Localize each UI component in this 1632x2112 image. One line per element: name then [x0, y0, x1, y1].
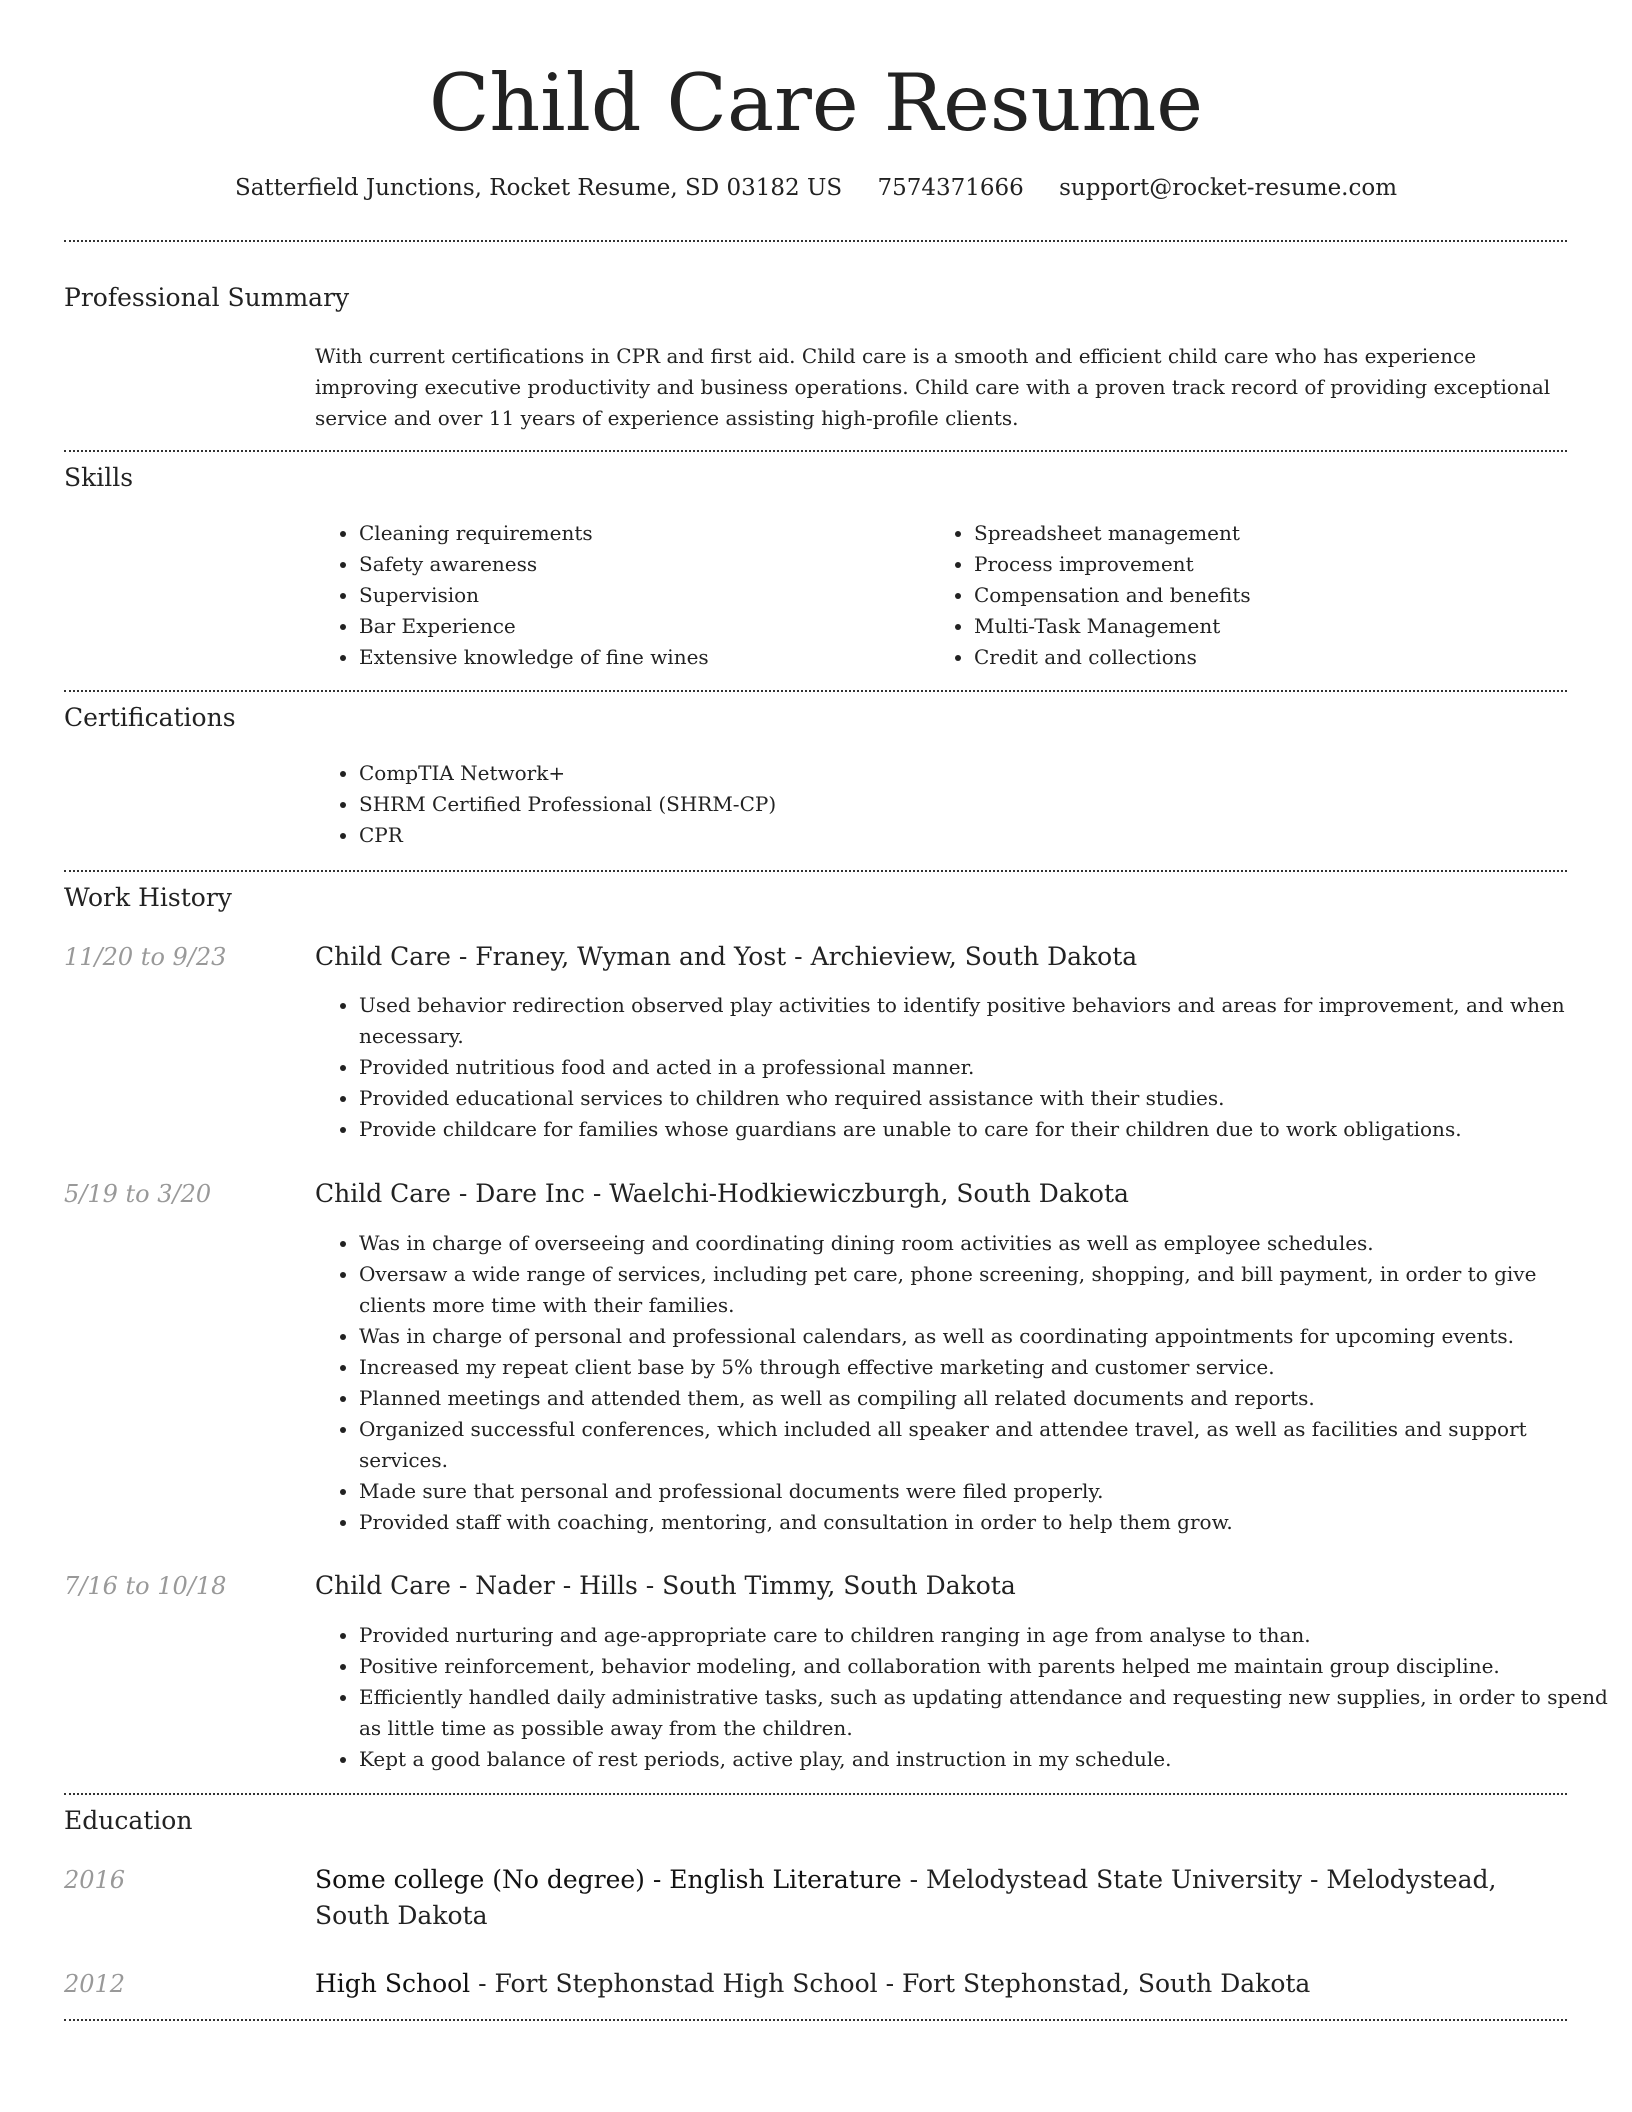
education-heading: Education [64, 1806, 193, 1835]
job-bullet: • Was in charge of overseeing and coordinating dining room activities as well as employee schedules. [359, 1228, 1609, 1259]
divider [64, 450, 1567, 452]
job-bullet: • Positive reinforcement, behavior modeling, and collaboration with parents helped me maintain group discipline. [359, 1651, 1609, 1682]
education-school: Fort Stephonstad High School - Fort Stephonstad, South Dakota [494, 1969, 1311, 1998]
divider [64, 2019, 1567, 2021]
job-bullet: • Made sure that personal and professional documents were filed properly. [359, 1476, 1609, 1507]
education-degree: Some college (No degree) - English Literature [315, 1865, 902, 1894]
job-bullet: • Efficiently handled daily administrative tasks, such as updating attendance and requesting new supplies, in order to spend as little time as possible away from the children. [359, 1682, 1609, 1744]
skill-item: • Bar Experience [359, 611, 919, 642]
work-heading: Work History [64, 883, 232, 912]
skills-heading: Skills [64, 463, 134, 492]
skill-item: • Credit and collections [974, 642, 1574, 673]
job-title: Child Care - Dare Inc - Waelchi-Hodkiewiczburgh, South Dakota [315, 1179, 1129, 1208]
job-bullet: • Provided nutritious food and acted in a professional manner. [359, 1052, 1609, 1083]
certification-item: • CompTIA Network+ [359, 758, 1559, 789]
contact-phone: 7574371666 [877, 175, 1024, 201]
contact-address: Satterfield Junctions, Rocket Resume, SD 03182 US [234, 175, 843, 201]
job-bullet: • Was in charge of personal and professional calendars, as well as coordinating appointments for upcoming events. [359, 1321, 1609, 1352]
skill-item: • Multi-Task Management [974, 611, 1574, 642]
divider [64, 1793, 1567, 1795]
job-bullet: • Kept a good balance of rest periods, active play, and instruction in my schedule. [359, 1744, 1609, 1775]
education-entry: High School - Fort Stephonstad High School - Fort Stephonstad, South Dakota [315, 1969, 1311, 1998]
job-bullet: • Provided educational services to children who required assistance with their studies. [359, 1083, 1609, 1114]
job-dates: 11/20 to 9/23 [64, 943, 227, 971]
job-title: Child Care - Nader - Hills - South Timmy, South Dakota [315, 1571, 1016, 1600]
job-bullet: • Provided nurturing and age-appropriate care to children ranging in age from analyse to than. [359, 1620, 1609, 1651]
education-year: 2012 [64, 1970, 126, 1998]
skill-item: • Spreadsheet management [974, 518, 1574, 549]
education-year: 2016 [64, 1866, 126, 1894]
job-bullet: • Used behavior redirection observed play activities to identify positive behaviors and areas for improvement, and when necessary. [359, 990, 1609, 1052]
divider [64, 870, 1567, 872]
job-bullets [315, 990, 1609, 1145]
skill-item: • Supervision [359, 580, 919, 611]
job-bullet: • Provided staff with coaching, mentoring, and consultation in order to help them grow. [359, 1507, 1609, 1538]
education-school: Melodystead State University - Melodystead, South Dakota [315, 1865, 1497, 1930]
job-bullets [315, 1228, 1609, 1538]
job-title: Child Care - Franey, Wyman and Yost - Archieview, South Dakota [315, 942, 1138, 971]
certifications-list [315, 758, 1559, 851]
certification-item: • SHRM Certified Professional (SHRM-CP) [359, 789, 1559, 820]
job-dates: 5/19 to 3/20 [64, 1180, 212, 1208]
skill-item: • Cleaning requirements [359, 518, 919, 549]
skill-item: • Extensive knowledge of fine wines [359, 642, 919, 673]
certifications-heading: Certifications [64, 703, 236, 732]
job-bullet: • Oversaw a wide range of services, including pet care, phone screening, shopping, and bill payment, in order to give clients more time with their families. [359, 1259, 1609, 1321]
job-bullet: • Planned meetings and attended them, as well as compiling all related documents and reports. [359, 1383, 1609, 1414]
job-bullet: • Increased my repeat client base by 5% through effective marketing and customer service. [359, 1352, 1609, 1383]
skills-list-right [930, 518, 1574, 673]
skill-item: • Process improvement [974, 549, 1574, 580]
contact-line [0, 168, 1632, 208]
job-dates: 7/16 to 10/18 [64, 1572, 227, 1600]
job-bullets [315, 1620, 1609, 1775]
job-bullet: • Organized successful conferences, which included all speaker and attendee travel, as well as facilities and support services. [359, 1414, 1609, 1476]
job-bullet: • Provide childcare for families whose guardians are unable to care for their children due to work obligations. [359, 1114, 1609, 1145]
education-degree: High School [315, 1969, 471, 1998]
skills-list-left [315, 518, 919, 673]
skill-item: • Compensation and benefits [974, 580, 1574, 611]
certification-item: • CPR [359, 820, 1559, 851]
divider [64, 240, 1567, 242]
education-entry: Some college (No degree) - English Literature - Melodystead State University - Melodystead, South Dakota [315, 1865, 1497, 1930]
skill-item: • Safety awareness [359, 549, 919, 580]
summary-text: With current certifications in CPR and first aid. Child care is a smooth and efficient child care who has experience improving executive productivity and business operations. Child care with a proven track record of providing exceptional service and over 11 years of experience assisting high-profile clients. [315, 344, 1551, 430]
contact-email: support@rocket-resume.com [1059, 175, 1398, 201]
page-title: Child Care Resume [428, 57, 1204, 149]
divider [64, 690, 1567, 692]
summary-heading: Professional Summary [64, 283, 350, 312]
